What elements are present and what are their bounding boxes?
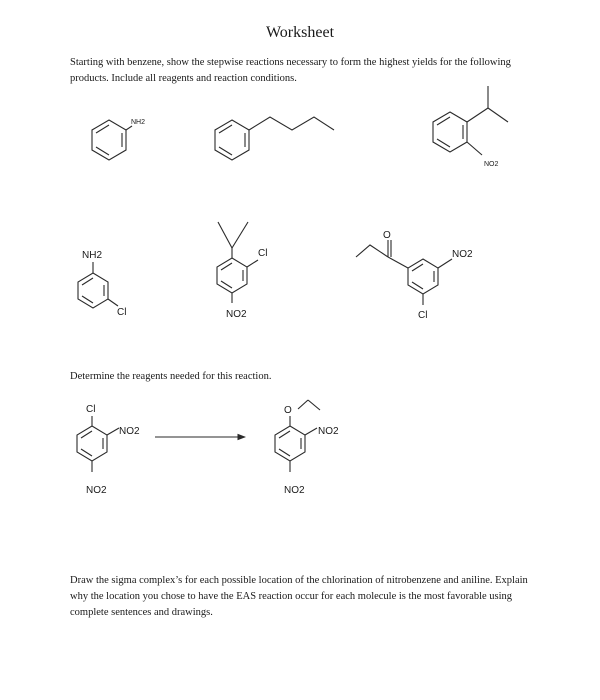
aniline-structure — [92, 119, 145, 160]
intro-instructions: Starting with benzene, show the stepwise reactions necessary to form the highest yields for the following products. Include all reagents and reaction conditions. — [70, 57, 511, 84]
butylbenzene-structure — [215, 117, 334, 160]
product-para-no2-label: NO2 — [284, 485, 305, 496]
chloroaniline-structure — [78, 250, 126, 318]
aniline-nh2-label: NH2 — [131, 119, 146, 126]
reactant-cl-label: Cl — [86, 404, 96, 415]
chloroaniline-cl-label: Cl — [117, 307, 127, 318]
ketone-o-label: O — [383, 230, 391, 241]
cumene-no2-label: NO2 — [226, 309, 247, 320]
sigma-complex-prompt: Draw the sigma complex’s for each possible location of the chlorination of nitrobenzene and aniline. Explain why the location you chose to have the EAS reaction occur for each molecule is the most favorable using complete sentences and drawings. — [70, 575, 528, 618]
page-title: Worksheet — [265, 24, 335, 41]
product-no2-label: NO2 — [318, 426, 339, 437]
product-o-label: O — [284, 405, 292, 416]
cumene-cl-label: Cl — [258, 248, 268, 259]
ketone-cl-label: Cl — [418, 310, 428, 321]
product-structure — [275, 400, 339, 496]
reaction-prompt: Determine the reagents needed for this reaction. — [70, 371, 272, 382]
reactant-no2-label: NO2 — [119, 426, 140, 437]
chloro-nitro-cumene-structure — [217, 222, 267, 320]
isopropyl-no2-label: NO2 — [484, 161, 499, 168]
reactant-structure — [77, 404, 140, 496]
reactant-para-no2-label: NO2 — [86, 485, 107, 496]
chloro-nitro-ketone-structure — [356, 230, 473, 321]
chloroaniline-nh2-label: NH2 — [82, 250, 103, 261]
nitro-isopropylbenzene-structure — [433, 86, 508, 168]
ketone-no2-label: NO2 — [452, 249, 473, 260]
